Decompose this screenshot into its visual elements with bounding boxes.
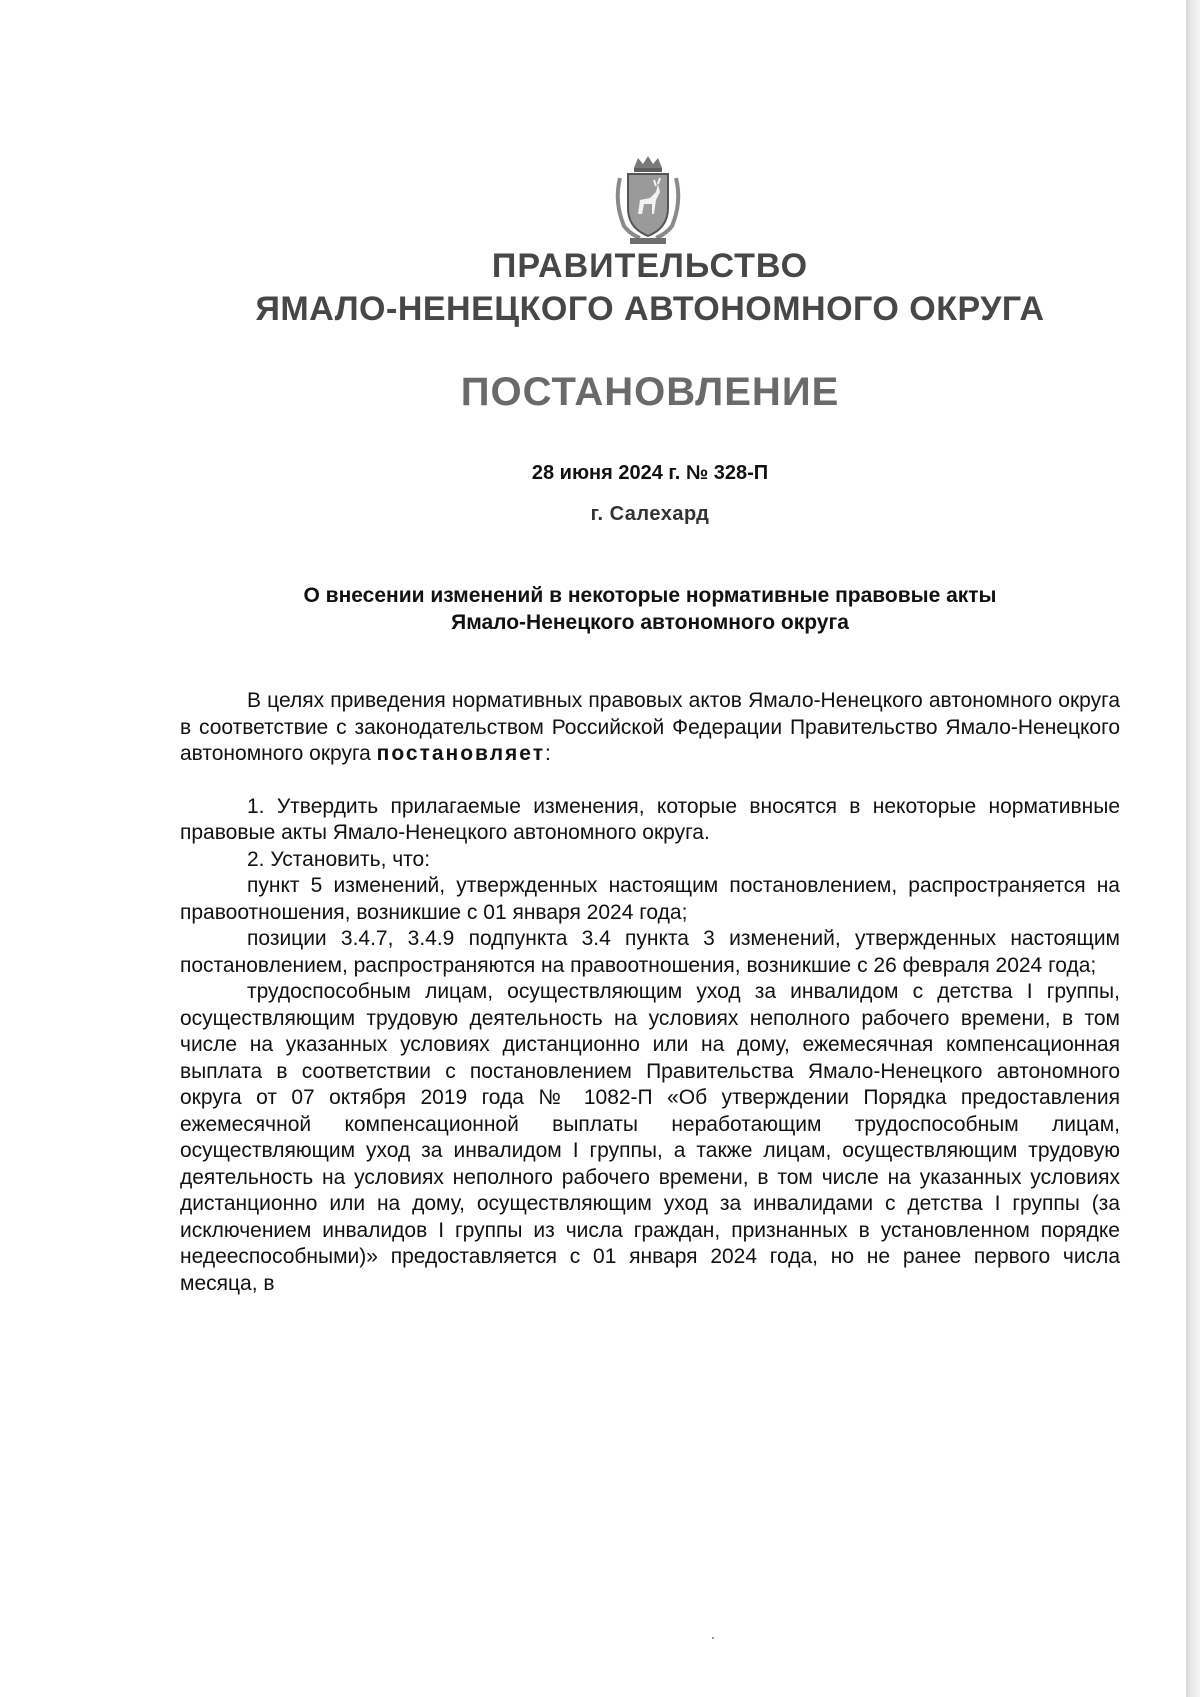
document-subject-line2: Ямало-Ненецкого автономного округа [451, 611, 849, 634]
clause-2-paragraph-b: позиции 3.4.7, 3.4.9 подпункта 3.4 пункта 3 изменений, утвержденных настоящим постановлением, распространяются на правоотношения, возникшие с 26 февраля 2024 года; [180, 927, 1120, 977]
clause-2-paragraph-c: трудоспособным лицам, осуществляющим уход за инвалидом с детства I группы, осуществляющим трудовую деятельность на условиях неполного рабочего времени, в том числе на указанных условиях дистанционно или на дому, ежемесячная компенсационная выплата в соответствии с постановлением Правительства Ямало-Ненецкого автономного округа от 07 октября 2019 года № 1082-П «Об утверждении Порядка предоставления ежемесячной компенсационной выплаты неработающим трудоспособным лицам, осуществляющим уход за инвалидом I группы, а также лицам, осуществляющим трудовую деятельность на условиях неполного рабочего времени, в том числе на указанных условиях дистанционно или на дому, осуществляющим уход за инвалидами с детства I группы (за исключением инвалидов I группы из числа граждан, признанных в установленном порядке недееспособными)» предоставляется с 01 января 2024 года, но не ранее первого числа месяца, в [180, 980, 1120, 1295]
document-body [180, 688, 1120, 1297]
clause-1: 1. Утвердить прилагаемые изменения, которые вносятся в некоторые нормативные правовые акты Ямало-Ненецкого автономного округа. [180, 794, 1120, 844]
preamble-end: : [544, 742, 551, 765]
organization-name-line2: ЯМАЛО-НЕНЕЦКОГО АВТОНОМНОГО ОКРУГА [255, 290, 1045, 328]
clause-2: 2. Установить, что: [247, 847, 431, 871]
preamble-text: В целях приведения нормативных правовых актов Ямало-Ненецкого автономного округа в соответствие с законодательством Российской Федерации Правительство Ямало-Ненецкого автономного округа [180, 689, 1120, 765]
preamble-keyword: постановляет [376, 742, 545, 765]
document-city: г. Салехард [590, 503, 710, 525]
document-type-title: ПОСТАНОВЛЕНИЕ [460, 370, 840, 414]
coat-of-arms-emblem [610, 154, 686, 246]
preamble-paragraph [180, 688, 1120, 768]
scan-speck [712, 1637, 714, 1639]
document-subject-line1: О внесении изменений в некоторые нормативные правовые акты [303, 584, 997, 607]
clause-2-paragraph-a: пункт 5 изменений, утвержденных настоящим постановлением, распространяется на правоотношения, возникшие с 01 января 2024 года; [180, 874, 1120, 924]
document-date-number: 28 июня 2024 г. № 328-П [531, 462, 769, 484]
organization-name-line1: ПРАВИТЕЛЬСТВО [491, 247, 809, 285]
